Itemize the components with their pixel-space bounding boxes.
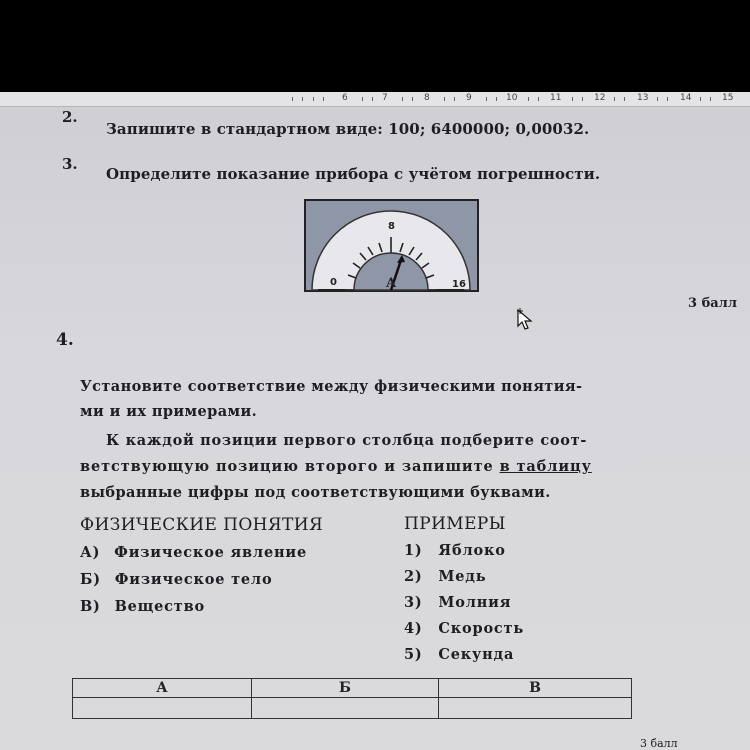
- gauge-min-label: 0: [330, 277, 337, 288]
- ruler-number: 15: [722, 93, 734, 103]
- answer-table: [72, 678, 632, 719]
- ruler-number: 14: [680, 93, 692, 103]
- gauge-max-label: 16: [452, 279, 466, 290]
- list-item: 2) Медь: [404, 568, 487, 585]
- table-header-cell: В: [439, 679, 632, 698]
- answer-cell-b[interactable]: [252, 698, 439, 719]
- answer-cell-c[interactable]: [439, 698, 632, 719]
- mouse-cursor-icon: [516, 308, 538, 334]
- score-label: 3 балл: [688, 296, 737, 311]
- ruler-number: 13: [637, 93, 649, 103]
- task-4-instruction-line-1: К каждой позиции первого столбца подберите соот-: [106, 432, 588, 449]
- list-item: 3) Молния: [404, 594, 512, 611]
- task-4-intro-line-1: Установите соответствие между физическими понятия-: [80, 378, 583, 395]
- ammeter-gauge: [304, 199, 479, 292]
- list-item: 4) Скорость: [404, 620, 524, 637]
- task-4-intro-line-2: ми и их примерами.: [80, 403, 258, 420]
- horizontal-ruler[interactable]: [0, 92, 750, 107]
- ruler-number: 7: [382, 93, 388, 103]
- right-column-header: ПРИМЕРЫ: [404, 514, 506, 534]
- left-column-header: ФИЗИЧЕСКИЕ ПОНЯТИЯ: [80, 515, 324, 535]
- list-item: В) Вещество: [80, 598, 205, 615]
- ruler-number: 12: [594, 93, 606, 103]
- list-item: 1) Яблоко: [404, 542, 506, 559]
- ruler-number: 8: [424, 93, 430, 103]
- ruler-number: 11: [550, 93, 562, 103]
- table-row: [73, 679, 632, 698]
- task-2-number: 2.: [62, 108, 78, 126]
- task-4-number: 4.: [56, 330, 74, 350]
- table-link[interactable]: в таблицу: [499, 458, 592, 475]
- answer-cell-a[interactable]: [73, 698, 252, 719]
- table-row: [73, 698, 632, 719]
- gauge-unit-label: A: [386, 276, 397, 291]
- document-page: [0, 92, 750, 750]
- list-item: 5) Секунда: [404, 646, 515, 663]
- task-3-text: Определите показание прибора с учётом погрешности.: [106, 165, 601, 183]
- task-4-instruction-line-2: ветствующую позицию второго и запишите в таблицу: [80, 458, 592, 475]
- ruler-number: 9: [466, 93, 472, 103]
- task-3-number: 3.: [62, 155, 78, 173]
- list-item: А) Физическое явление: [80, 544, 307, 561]
- table-header-cell: А: [73, 679, 252, 698]
- gauge-mid-label: 8: [388, 221, 395, 232]
- task-4-instruction-line-3: выбранные цифры под соответствующими буквами.: [80, 484, 551, 501]
- bottom-score-label: 3 балл: [640, 737, 678, 750]
- table-header-cell: Б: [252, 679, 439, 698]
- ruler-number: 6: [342, 93, 348, 103]
- list-item: Б) Физическое тело: [80, 571, 273, 588]
- task-2-text: Запишите в стандартном виде: 100; 6400000; 0,00032.: [106, 120, 590, 138]
- ruler-number: 10: [506, 93, 518, 103]
